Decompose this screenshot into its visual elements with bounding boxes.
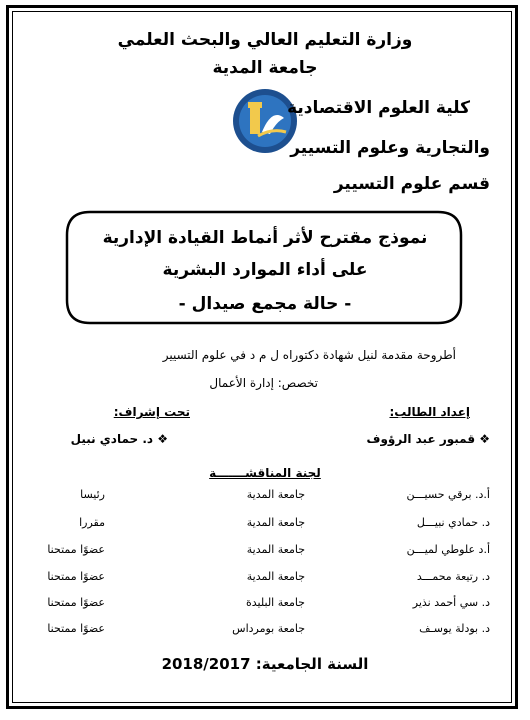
member-name: د. حمادي نبيـــل bbox=[416, 516, 490, 529]
ministry-name: وزارة التعليم العالي والبحث العلمي bbox=[117, 30, 413, 50]
thesis-description: أطروحة مقدمة لنيل شهادة دكتوراه ل م د في علوم التسيير bbox=[162, 348, 456, 362]
specialization: تخصص: إدارة الأعمال bbox=[209, 376, 318, 390]
member-role: عضوًا ممتحنا bbox=[47, 570, 105, 583]
member-university: جامعة بومرداس bbox=[232, 622, 305, 635]
committee-row bbox=[40, 516, 490, 536]
member-role: عضوًا ممتحنا bbox=[47, 596, 105, 609]
student-name: ❖ قمبور عبد الرؤوف bbox=[366, 432, 490, 446]
committee-row bbox=[40, 570, 490, 590]
member-university: جامعة المدية bbox=[246, 543, 305, 556]
department-name: قسم علوم التسيير bbox=[333, 174, 490, 194]
member-university: جامعة المدية bbox=[246, 570, 305, 583]
member-name: د. بودلة يوسـف bbox=[419, 622, 490, 635]
member-role: عضوًا ممتحنا bbox=[47, 543, 105, 556]
thesis-title-line-1: نموذج مقترح لأثر أنماط القيادة الإدارية bbox=[102, 228, 428, 248]
supervisor-label: تحت إشراف: bbox=[113, 405, 190, 419]
committee-row bbox=[40, 596, 490, 616]
member-name: د. سي أحمد نذير bbox=[412, 596, 490, 609]
member-university: جامعة المدية bbox=[246, 488, 305, 501]
faculty-line-1: كلية العلوم الاقتصادية bbox=[287, 98, 470, 118]
supervisor-name: ❖ د. حمادي نبيل bbox=[70, 432, 168, 446]
member-university: جامعة البليدة bbox=[246, 596, 305, 609]
committee-row bbox=[40, 488, 490, 508]
thesis-title-line-3: - حالة مجمع صيدال - bbox=[178, 294, 352, 314]
committee-row bbox=[40, 543, 490, 563]
faculty-line-2: والتجارية وعلوم التسيير bbox=[290, 138, 490, 158]
member-name: أ.د علوطي لميـــن bbox=[406, 543, 490, 556]
member-role: رئيسا bbox=[80, 488, 105, 501]
member-name: أ.د. برقي حسيـــن bbox=[406, 488, 490, 501]
university-name: جامعة المدية bbox=[212, 58, 318, 78]
member-university: جامعة المدية bbox=[246, 516, 305, 529]
member-role: عضوًا ممتحنا bbox=[47, 622, 105, 635]
member-name: د. رتيعة محمـــد bbox=[416, 570, 490, 583]
committee-row bbox=[40, 622, 490, 642]
academic-year: السنة الجامعية: 2018/2017 bbox=[161, 655, 369, 673]
member-role: مقررا bbox=[79, 516, 105, 529]
committee-title: لجنة المناقشـــــــة bbox=[209, 466, 321, 480]
student-label: إعداد الطالب: bbox=[389, 405, 470, 419]
thesis-title-line-2: على أداء الموارد البشرية bbox=[162, 260, 368, 280]
